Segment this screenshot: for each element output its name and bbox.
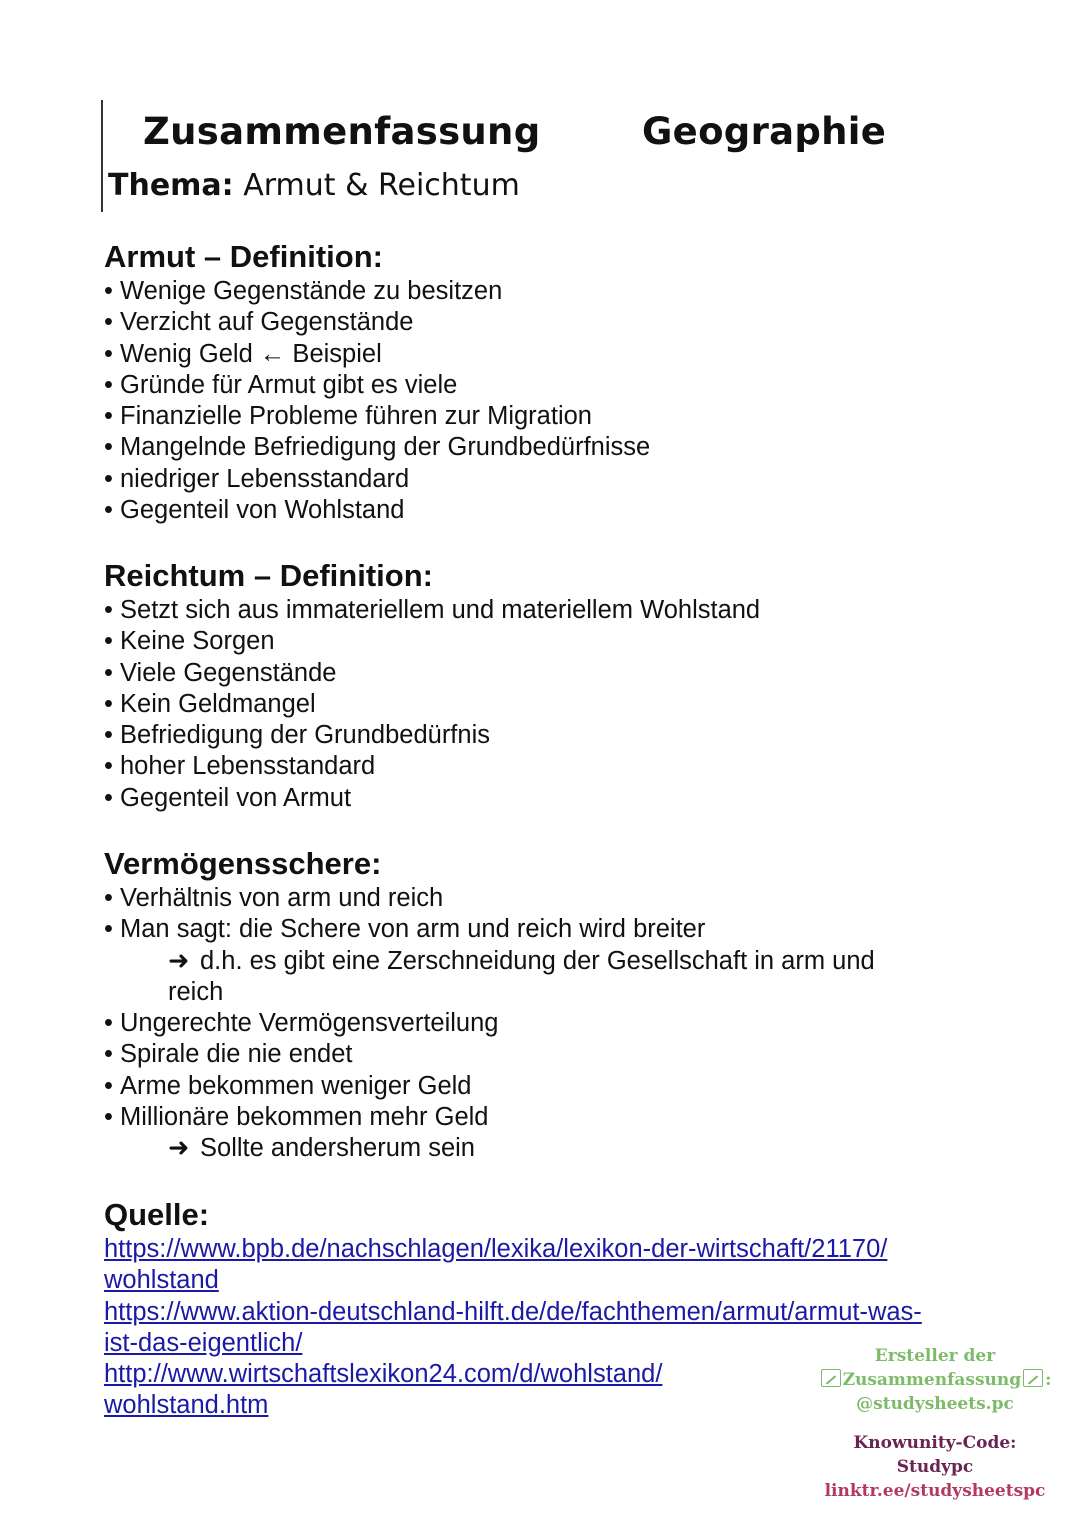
bullet-list: [104, 883, 875, 1165]
list-item: • Man sagt: die Schere von arm und reich wird breiter: [104, 914, 875, 945]
notepad-icon: [821, 1369, 841, 1387]
bullet-icon: •: [104, 1103, 113, 1132]
bullet-icon: •: [104, 783, 113, 812]
bullet-icon: •: [104, 689, 113, 718]
bullet-list: [104, 276, 650, 526]
list-item: • Mangelnde Befriedigung der Grundbedürfnisse: [104, 432, 650, 463]
bullet-icon: •: [104, 1040, 113, 1069]
notepad-icon: [1023, 1369, 1043, 1387]
document-title: Zusammenfassung: [143, 110, 541, 153]
bullet-icon: •: [104, 627, 113, 656]
source-link-bpb[interactable]: https://www.bpb.de/nachschlagen/lexika/lexikon-der-wirtschaft/21170/: [104, 1235, 888, 1263]
bullet-icon: •: [104, 496, 113, 525]
section-heading: Vermögensschere:: [104, 846, 382, 881]
credit-link[interactable]: linktr.ee/studysheetspc: [824, 1481, 1046, 1501]
bullet-list: [104, 595, 760, 814]
list-item: • Millionäre bekommen mehr Geld: [104, 1102, 875, 1133]
credit-line: Zusammenfassung :: [805, 1368, 1065, 1392]
list-item: • Kein Geldmangel: [104, 689, 760, 720]
section-heading: Quelle:: [104, 1197, 210, 1232]
bullet-icon: •: [104, 596, 113, 624]
list-item: • niedriger Lebensstandard: [104, 464, 650, 495]
section-quelle: [104, 1196, 922, 1422]
subject-label: Geographie: [642, 110, 887, 153]
source-link-wirtschaftslexikon[interactable]: http://www.wirtschaftslexikon24.com/d/wohlstand/: [104, 1360, 663, 1389]
sub-list-item-continuation: reich: [168, 977, 224, 1006]
section-reichtum: [104, 557, 760, 814]
list-item: • Arme bekommen weniger Geld: [104, 1071, 875, 1102]
bullet-icon: •: [104, 721, 113, 750]
section-armut: [104, 238, 650, 526]
bullet-icon: •: [104, 752, 113, 781]
bullet-icon: •: [104, 884, 113, 912]
list-item: • Viele Gegenstände: [104, 658, 760, 689]
list-item: • Setzt sich aus immateriellem und materiellem Wohlstand: [104, 595, 760, 626]
source-links: [104, 1234, 922, 1422]
arrow-right-icon: ➜: [168, 946, 190, 975]
source-link-aktion-deutschland-hilft-continuation[interactable]: ist-das-eigentlich/: [104, 1328, 303, 1357]
bullet-icon: •: [104, 433, 113, 462]
bullet-icon: •: [104, 370, 113, 399]
list-item: • Verzicht auf Gegenstände: [104, 307, 650, 338]
section-vermoegensschere: [104, 845, 875, 1165]
header-divider: [101, 100, 103, 212]
credit-line: Ersteller der: [874, 1346, 996, 1366]
topic-line: [108, 168, 520, 203]
credit-code-label: Knowunity-Code:: [853, 1433, 1017, 1453]
list-item: • Gegenteil von Armut: [104, 783, 760, 814]
list-item: • Wenige Gegenstände zu besitzen: [104, 276, 650, 307]
list-item: • Wenig Geld ← Beispiel: [104, 339, 650, 370]
topic-label: Thema:: [108, 168, 234, 203]
bullet-icon: •: [104, 464, 113, 493]
topic-value: Armut & Reichtum: [243, 168, 520, 203]
bullet-icon: •: [104, 915, 113, 944]
bullet-icon: •: [104, 1071, 113, 1100]
list-item: • Befriedigung der Grundbedürfnis: [104, 720, 760, 751]
list-item: • Ungerechte Vermögensverteilung: [104, 1008, 875, 1039]
section-heading: Reichtum – Definition:: [104, 558, 433, 593]
list-item: • hoher Lebensstandard: [104, 751, 760, 782]
list-item: • Gründe für Armut gibt es viele: [104, 370, 650, 401]
author-credit: [805, 1344, 1065, 1416]
source-link-aktion-deutschland-hilft[interactable]: https://www.aktion-deutschland-hilft.de/de/fachthemen/armut/armut-was-: [104, 1297, 922, 1326]
bullet-icon: •: [104, 402, 113, 431]
arrow-right-icon: ➜: [168, 1134, 190, 1163]
section-heading: Armut – Definition:: [104, 239, 383, 274]
sub-list-item: ➜ Sollte andersherum sein: [104, 1133, 875, 1164]
source-link-wirtschaftslexikon-continuation[interactable]: wohlstand.htm: [104, 1391, 269, 1420]
bullet-icon: •: [104, 658, 113, 687]
bullet-icon: •: [104, 308, 113, 337]
credit-code-value: Studypc: [896, 1457, 974, 1477]
credit-handle: @studysheets.pc: [856, 1394, 1014, 1414]
list-item: • Gegenteil von Wohlstand: [104, 495, 650, 526]
sub-list-item: ➜ d.h. es gibt eine Zerschneidung der Gesellschaft in arm und: [104, 946, 875, 977]
bullet-icon: •: [104, 277, 113, 305]
list-item: • Spirale die nie endet: [104, 1039, 875, 1070]
list-item: • Finanzielle Probleme führen zur Migration: [104, 401, 650, 432]
knowunity-credit: [805, 1431, 1065, 1503]
bullet-icon: •: [104, 339, 113, 368]
bullet-icon: •: [104, 1009, 113, 1038]
list-item: • Keine Sorgen: [104, 626, 760, 657]
source-link-bpb-continuation[interactable]: wohlstand: [104, 1266, 219, 1295]
list-item: • Verhältnis von arm und reich: [104, 883, 875, 914]
